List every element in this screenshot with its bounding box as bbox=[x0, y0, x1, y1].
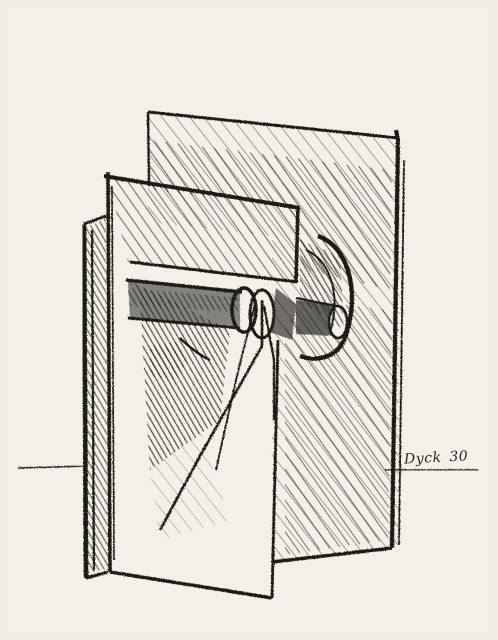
front-panel bbox=[104, 172, 300, 598]
signature-year: 30 bbox=[449, 448, 469, 466]
artist-signature bbox=[404, 448, 469, 467]
left-wing-panel bbox=[84, 216, 108, 578]
signature-name: Dyck bbox=[403, 449, 442, 468]
